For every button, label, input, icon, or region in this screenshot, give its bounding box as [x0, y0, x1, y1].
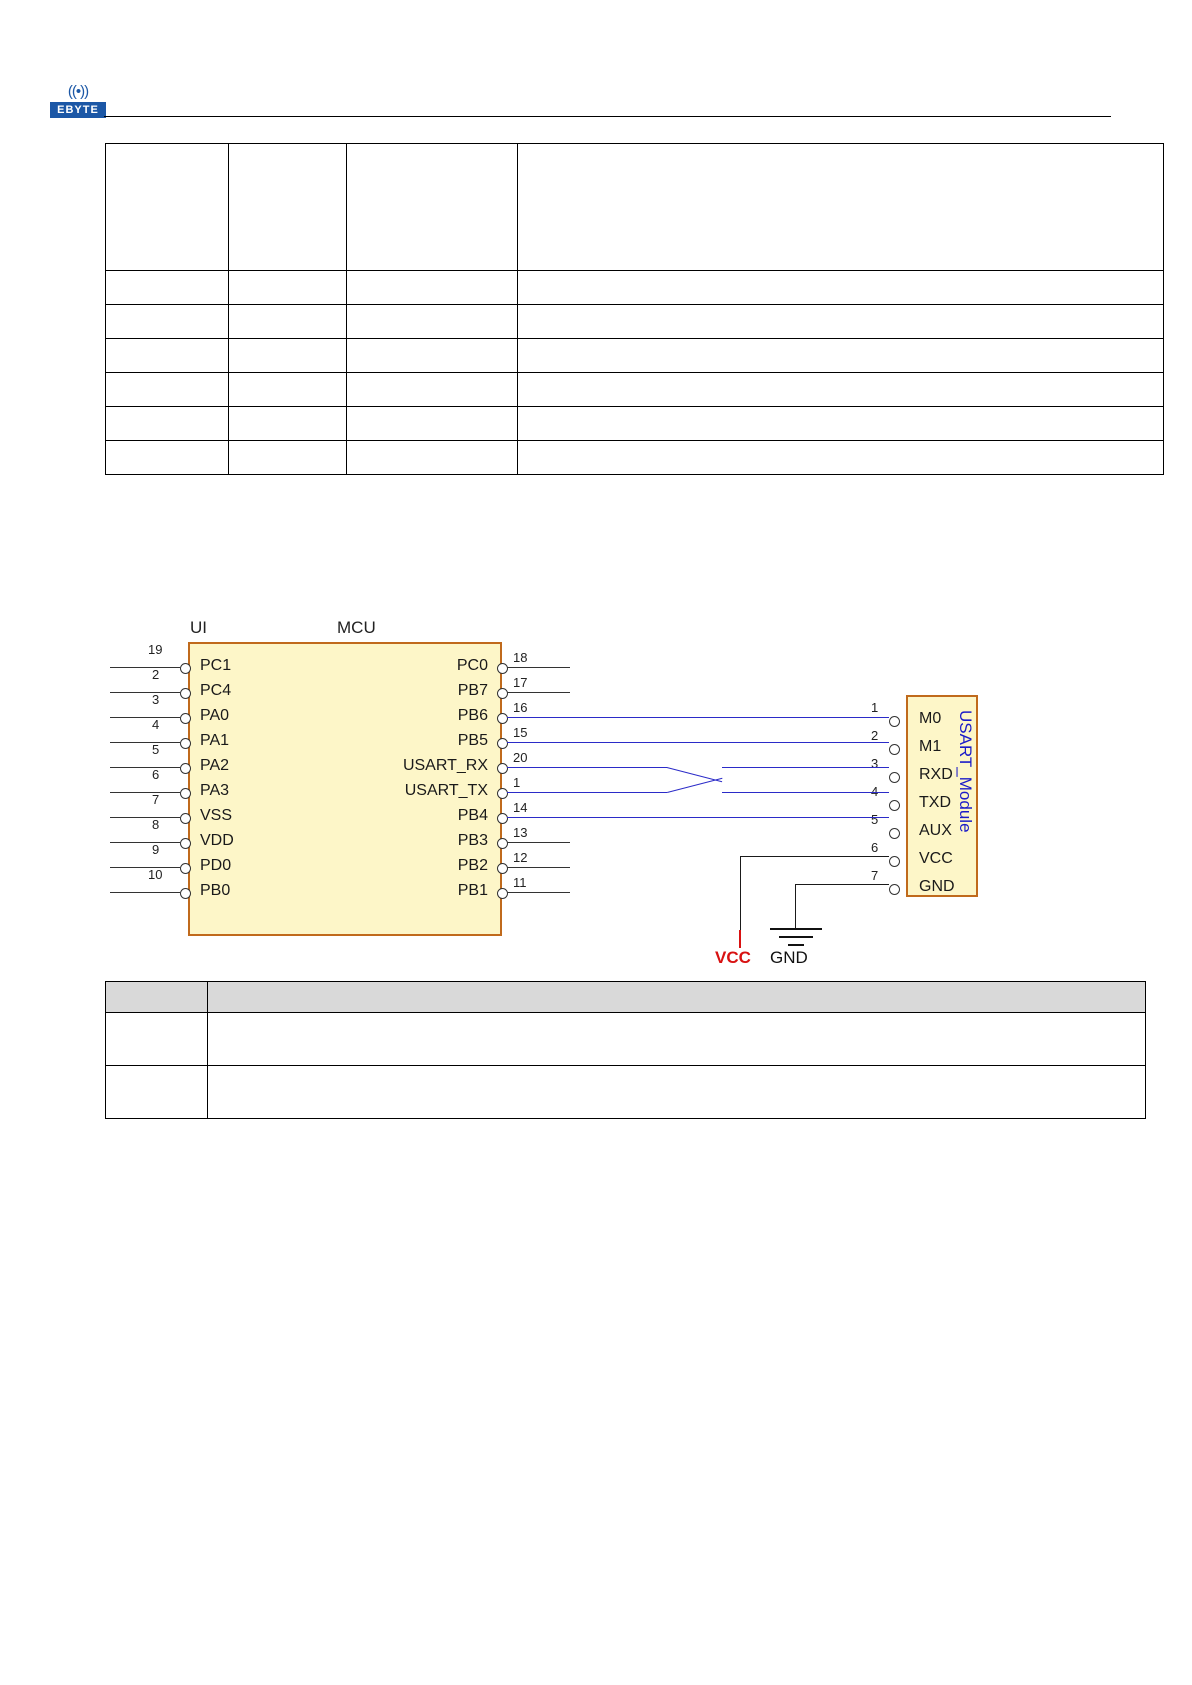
- module-pin-circle: [889, 800, 900, 811]
- table-header-row: [106, 144, 1164, 271]
- vcc-label: VCC: [715, 948, 751, 967]
- mcu-right-pin-circle: [497, 688, 508, 699]
- header-divider: [104, 116, 1111, 117]
- mcu-left-pin-name: PA0: [200, 707, 230, 724]
- wire-usartrx-seg1: [507, 767, 667, 768]
- ebyte-logo: [50, 82, 106, 118]
- table-header-cell-1: [106, 144, 229, 271]
- notes-table-header-row: [106, 982, 1146, 1013]
- mcu-right-pin-name: USART_RX: [402, 757, 488, 774]
- mcu-left-pin-name: PC4: [200, 682, 232, 699]
- module-pin-number: 1: [871, 700, 879, 715]
- mcu-left-pin-number: 6: [152, 767, 160, 782]
- logo-wordmark: EBYTE: [50, 102, 106, 118]
- notes-table-row: [106, 1066, 1146, 1119]
- mcu-left-pin-circle: [180, 713, 191, 724]
- table-cell: [347, 407, 518, 441]
- connection-schematic: [0, 600, 1192, 980]
- table-row: [106, 441, 1164, 475]
- mcu-left-pin-lead: [110, 792, 180, 793]
- mcu-right-pin-number: 1: [513, 775, 521, 790]
- mcu-left-pin-lead: [110, 667, 180, 668]
- mcu-right-pin-circle: [497, 863, 508, 874]
- mcu-left-pin-lead: [110, 767, 180, 768]
- mcu-left-pin-circle: [180, 663, 191, 674]
- notes-cell-text: [208, 1066, 1146, 1119]
- table-header-cell-4: [518, 144, 1164, 271]
- parameter-table: [105, 143, 1164, 475]
- mcu-left-pin-number: 10: [148, 867, 163, 882]
- mcu-left-pin-name: PA3: [200, 782, 230, 799]
- wire-pb6-m0: [507, 717, 889, 718]
- mcu-left-pin-lead: [110, 867, 180, 868]
- module-pin-name: AUX: [919, 822, 952, 839]
- mcu-right-pin-circle: [497, 838, 508, 849]
- mcu-right-pin-circle: [497, 738, 508, 749]
- mcu-left-pin-number: 4: [152, 717, 160, 732]
- mcu-right-pin-number: 15: [513, 725, 528, 740]
- mcu-right-pin-lead: [507, 692, 570, 693]
- mcu-left-pin-circle: [180, 813, 191, 824]
- mcu-right-pin-circle: [497, 788, 508, 799]
- mcu-left-pin-number: 8: [152, 817, 160, 832]
- table-cell: [518, 407, 1164, 441]
- mcu-left-pin-number: 19: [148, 642, 163, 657]
- module-pin-name: M0: [919, 710, 942, 727]
- mcu-left-pin-number: 7: [152, 792, 160, 807]
- mcu-right-pin-lead: [507, 842, 570, 843]
- gnd-label: GND: [770, 948, 808, 967]
- mcu-left-pin-name: PC1: [200, 657, 232, 674]
- wire-gnd-vertical: [795, 884, 796, 928]
- mcu-right-pin-lead: [507, 867, 570, 868]
- mcu-right-pin-circle: [497, 713, 508, 724]
- wire-usarttx-seg2: [722, 767, 889, 768]
- module-pin-name: GND: [919, 878, 955, 895]
- table-cell: [106, 339, 229, 373]
- table-cell: [347, 373, 518, 407]
- table-cell: [229, 441, 347, 475]
- mcu-left-pin-name: PD0: [200, 857, 232, 874]
- notes-cell-label: [106, 1013, 208, 1066]
- module-pin-number: 6: [871, 840, 879, 855]
- page-header: [0, 0, 1192, 130]
- table-cell: [347, 271, 518, 305]
- module-pin-number: 5: [871, 812, 879, 827]
- table-cell: [106, 305, 229, 339]
- mcu-left-pin-circle: [180, 738, 191, 749]
- mcu-left-pin-name: VDD: [200, 832, 234, 849]
- mcu-right-pin-name: PB5: [457, 732, 488, 749]
- mcu-left-pin-circle: [180, 838, 191, 849]
- table-cell: [347, 339, 518, 373]
- wire-vcc-vertical: [740, 856, 741, 930]
- mcu-right-pin-circle: [497, 763, 508, 774]
- notes-cell-text: [208, 1013, 1146, 1066]
- mcu-left-pin-name: PA1: [200, 732, 230, 749]
- mcu-right-pin-circle: [497, 813, 508, 824]
- mcu-right-pin-lead: [507, 667, 570, 668]
- table-row: [106, 407, 1164, 441]
- schematic-label-ui: UI: [190, 618, 207, 637]
- table-cell: [518, 441, 1164, 475]
- wire-pb5-m1: [507, 742, 889, 743]
- wire-vcc-horizontal: [740, 856, 889, 857]
- mcu-left-pin-number: 2: [152, 667, 160, 682]
- mcu-right-pin-lead: [507, 892, 570, 893]
- mcu-left-pin-circle: [180, 788, 191, 799]
- table-header-cell-2: [229, 144, 347, 271]
- table-cell: [347, 441, 518, 475]
- mcu-right-pin-number: 11: [513, 875, 527, 890]
- mcu-left-pin-lead: [110, 717, 180, 718]
- mcu-left-pin-number: 3: [152, 692, 160, 707]
- table-cell: [518, 305, 1164, 339]
- notes-table-row: [106, 1013, 1146, 1066]
- mcu-left-pin-circle: [180, 763, 191, 774]
- mcu-left-pin-lead: [110, 692, 180, 693]
- mcu-right-pin-circle: [497, 888, 508, 899]
- mcu-right-pin-circle: [497, 663, 508, 674]
- wire-usarttx-seg1: [507, 792, 667, 793]
- module-pin-name: RXD: [919, 766, 953, 783]
- wire-usarttx-cross: [667, 778, 722, 793]
- notes-table: [105, 981, 1146, 1119]
- mcu-right-pin-number: 12: [513, 850, 528, 865]
- table-row: [106, 271, 1164, 305]
- mcu-left-pin-number: 5: [152, 742, 160, 757]
- module-pin-number: 3: [871, 756, 879, 771]
- module-pin-number: 7: [871, 868, 879, 883]
- mcu-right-pin-number: 14: [513, 800, 528, 815]
- table-cell: [106, 407, 229, 441]
- mcu-right-pin-name: PB6: [457, 707, 488, 724]
- mcu-left-pin-name: PA2: [200, 757, 230, 774]
- mcu-right-pin-number: 16: [513, 700, 528, 715]
- notes-header-cell-2: [208, 982, 1146, 1013]
- signal-wave-icon: ((•)): [67, 83, 89, 100]
- module-pin-name: TXD: [919, 794, 951, 811]
- vcc-symbol: [739, 930, 741, 948]
- mcu-right-pin-name: PB2: [457, 857, 488, 874]
- mcu-left-pin-name: PB0: [200, 882, 231, 899]
- mcu-right-pin-number: 13: [513, 825, 528, 840]
- module-pin-name: M1: [919, 738, 942, 755]
- table-cell: [229, 271, 347, 305]
- module-pin-circle: [889, 884, 900, 895]
- table-cell: [229, 407, 347, 441]
- mcu-right-pin-number: 20: [513, 750, 528, 765]
- table-cell: [229, 305, 347, 339]
- mcu-left-pin-number: 9: [152, 842, 160, 857]
- table-cell: [518, 339, 1164, 373]
- mcu-right-pin-name: PB1: [457, 882, 488, 899]
- table-cell: [229, 373, 347, 407]
- table-cell: [106, 271, 229, 305]
- wire-usartrx-seg2: [722, 792, 889, 793]
- mcu-left-pin-lead: [110, 817, 180, 818]
- mcu-left-pin-lead: [110, 892, 180, 893]
- module-pin-circle: [889, 744, 900, 755]
- module-pin-circle: [889, 828, 900, 839]
- mcu-left-pin-lead: [110, 842, 180, 843]
- table-header-cell-3: [347, 144, 518, 271]
- table-cell: [106, 373, 229, 407]
- usart-module-title: USART_Module: [956, 710, 975, 833]
- module-pin-number: 2: [871, 728, 879, 743]
- mcu-left-pin-lead: [110, 742, 180, 743]
- wire-gnd-horizontal: [795, 884, 889, 885]
- mcu-right-pin-name: PB4: [457, 807, 488, 824]
- table-row: [106, 339, 1164, 373]
- module-pin-circle: [889, 716, 900, 727]
- mcu-right-pin-name: USART_TX: [404, 782, 488, 799]
- table-cell: [518, 373, 1164, 407]
- module-pin-name: VCC: [919, 850, 953, 867]
- mcu-right-pin-number: 17: [513, 675, 528, 690]
- mcu-left-pin-circle: [180, 863, 191, 874]
- module-pin-circle: [889, 856, 900, 867]
- table-cell: [229, 339, 347, 373]
- wire-pb4-aux: [507, 817, 889, 818]
- module-pin-number: 4: [871, 784, 879, 799]
- schematic-label-mcu: MCU: [337, 618, 376, 637]
- mcu-left-pin-circle: [180, 888, 191, 899]
- table-row: [106, 305, 1164, 339]
- module-pin-circle: [889, 772, 900, 783]
- notes-cell-label: [106, 1066, 208, 1119]
- mcu-right-pin-number: 18: [513, 650, 528, 665]
- table-cell: [347, 305, 518, 339]
- mcu-right-pin-name: PC0: [456, 657, 488, 674]
- notes-header-cell-1: [106, 982, 208, 1013]
- mcu-right-pin-name: PB3: [457, 832, 488, 849]
- mcu-left-pin-name: VSS: [200, 807, 233, 824]
- table-cell: [518, 271, 1164, 305]
- mcu-right-pin-name: PB7: [457, 682, 488, 699]
- table-row: [106, 373, 1164, 407]
- table-cell: [106, 441, 229, 475]
- mcu-left-pin-circle: [180, 688, 191, 699]
